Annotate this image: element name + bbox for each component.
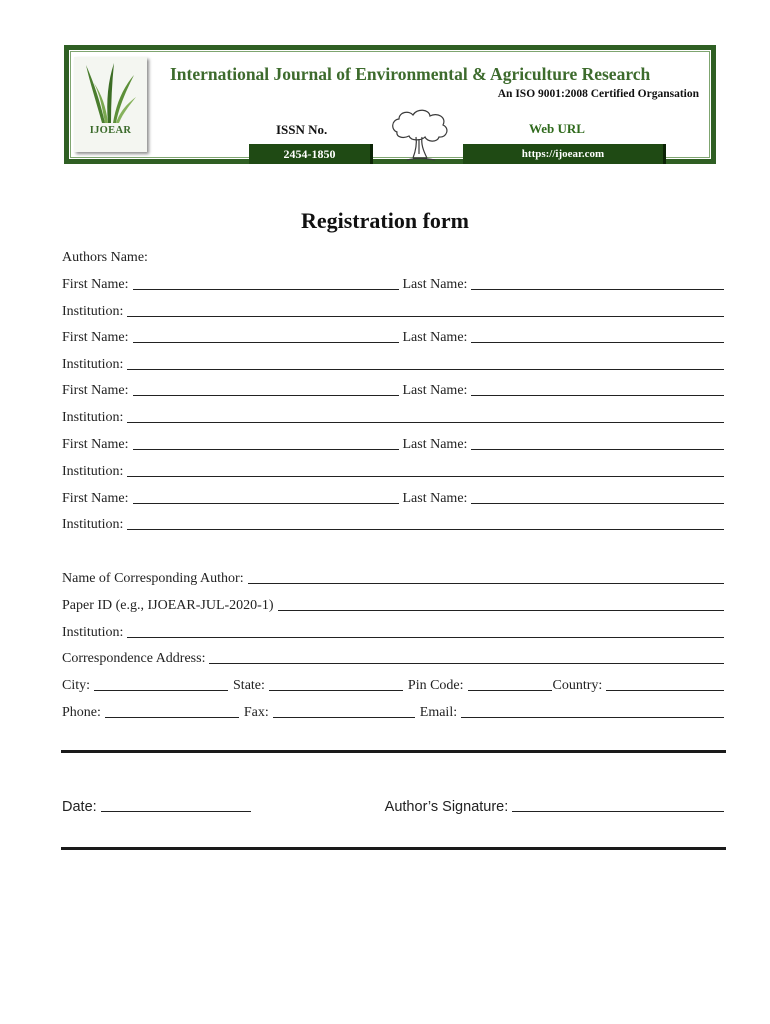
authors-heading: Authors Name: [62,250,148,265]
first-name-field[interactable] [133,275,399,290]
correspondence-address-label: Correspondence Address: [62,651,206,666]
paper-id-label: Paper ID (e.g., IJOEAR-JUL-2020-1) [62,598,274,613]
location-row [62,674,724,694]
corresponding-author-row [62,567,724,587]
last-name-label: Last Name: [402,277,468,292]
last-name-label: Last Name: [402,330,468,345]
first-name-field[interactable] [133,435,399,450]
corresponding-author-label: Name of Corresponding Author: [62,571,244,586]
first-name-label: First Name: [62,277,129,292]
state-field[interactable] [269,676,403,691]
divider-bottom [61,847,726,850]
logo-text: IJOEAR [89,125,132,136]
signature-field[interactable] [512,797,724,812]
city-field[interactable] [94,676,228,691]
grass-logo-icon [84,61,138,125]
journal-title: International Journal of Environmental & Agriculture Research [170,64,651,84]
last-name-field[interactable] [471,381,724,396]
corresponding-institution-row [62,621,724,641]
institution-label: Institution: [62,410,124,425]
web-url-label: Web URL [529,121,585,136]
form-title: Registration form [300,208,469,233]
pin-code-label: Pin Code: [407,678,464,693]
email-label: Email: [419,705,458,720]
last-name-field[interactable] [471,489,724,504]
fax-label: Fax: [243,705,269,720]
author-3-name-row [62,379,724,399]
signature-row [62,795,724,815]
journal-logo [74,57,147,152]
author-5-name-row [62,487,724,507]
fax-field[interactable] [273,703,415,718]
date-label: Date: [62,799,97,815]
iso-certification: An ISO 9001:2008 Certified Organsation [497,88,699,100]
signature-label: Author’s Signature: [384,799,509,815]
institution-label: Institution: [62,304,124,319]
country-label: Country: [552,678,603,693]
institution-field[interactable] [127,462,724,477]
city-label: City: [62,678,91,693]
issn-value: 2454-1850 [283,147,336,161]
pin-code-field[interactable] [468,676,552,691]
phone-label: Phone: [62,705,101,720]
authors-heading-row [62,246,724,266]
author-1-institution-row [62,300,724,320]
institution-field[interactable] [127,302,724,317]
institution-label: Institution: [62,625,124,640]
paper-id-row [62,594,724,614]
last-name-field[interactable] [471,328,724,343]
first-name-label: First Name: [62,383,129,398]
first-name-label: First Name: [62,491,129,506]
first-name-field[interactable] [133,381,399,396]
corresponding-author-field[interactable] [248,569,724,584]
journal-header-banner [64,45,716,164]
author-4-institution-row [62,460,724,480]
author-2-name-row [62,326,724,346]
date-field[interactable] [101,797,251,812]
issn-label: ISSN No. [276,122,328,137]
author-5-institution-row [62,513,724,533]
institution-label: Institution: [62,464,124,479]
first-name-field[interactable] [133,489,399,504]
institution-field[interactable] [127,515,724,530]
last-name-label: Last Name: [402,491,468,506]
institution-field[interactable] [127,408,724,423]
first-name-field[interactable] [133,328,399,343]
paper-id-field[interactable] [278,596,724,611]
email-field[interactable] [461,703,724,718]
author-4-name-row [62,433,724,453]
institution-label: Institution: [62,357,124,372]
institution-field[interactable] [127,355,724,370]
last-name-label: Last Name: [402,437,468,452]
web-url-bar[interactable] [463,144,663,164]
last-name-field[interactable] [471,275,724,290]
institution-field[interactable] [127,623,724,638]
first-name-label: First Name: [62,330,129,345]
divider-top [61,750,726,753]
correspondence-address-row [62,647,724,667]
institution-label: Institution: [62,517,124,532]
author-2-institution-row [62,353,724,373]
first-name-label: First Name: [62,437,129,452]
contact-row [62,701,724,721]
last-name-field[interactable] [471,435,724,450]
web-url-link[interactable]: https://ijoear.com [521,148,605,160]
author-1-name-row [62,273,724,293]
tree-icon [389,108,451,162]
phone-field[interactable] [105,703,239,718]
state-label: State: [233,678,265,693]
correspondence-address-field[interactable] [209,649,724,664]
country-field[interactable] [606,676,724,691]
author-3-institution-row [62,406,724,426]
issn-bar [249,144,370,164]
last-name-label: Last Name: [402,383,468,398]
